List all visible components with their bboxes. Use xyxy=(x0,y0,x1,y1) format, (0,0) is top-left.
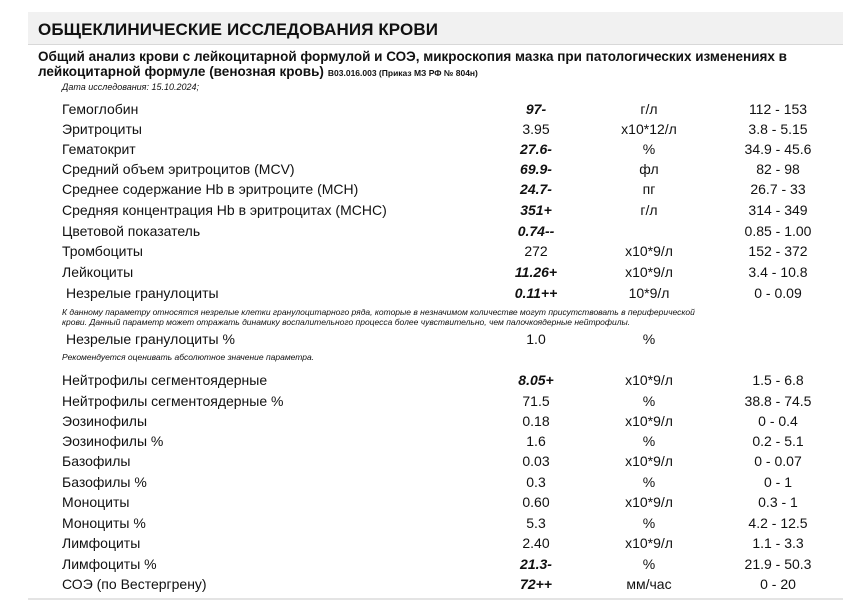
result-reference: 314 - 349 xyxy=(748,202,808,218)
result-name: Средняя концентрация Hb в эритроцитах (MCHC) xyxy=(62,202,387,218)
result-value: 272 xyxy=(524,243,548,259)
result-unit: % xyxy=(642,331,656,347)
result-name: Моноциты xyxy=(62,494,130,510)
result-row xyxy=(0,141,843,161)
result-reference: 152 - 372 xyxy=(748,243,808,259)
result-value: 71.5 xyxy=(522,393,550,409)
result-row xyxy=(0,285,843,305)
result-name: Лимфоциты % xyxy=(62,556,157,572)
result-value: 0.60 xyxy=(522,494,550,510)
section-title: ОБЩЕКЛИНИЧЕСКИЕ ИССЛЕДОВАНИЯ КРОВИ xyxy=(38,20,439,39)
result-name: Лейкоциты xyxy=(62,264,134,280)
result-value: 11.26+ xyxy=(514,264,558,280)
result-name: Эозинофилы xyxy=(62,413,148,429)
result-name: СОЭ (по Вестергрену) xyxy=(62,576,207,592)
result-value: 0.03 xyxy=(522,453,550,469)
result-row xyxy=(0,372,843,392)
result-reference: 0 - 0.07 xyxy=(754,453,802,469)
result-name: Гематокрит xyxy=(62,141,136,157)
result-reference: 0 - 0.4 xyxy=(758,413,798,429)
result-unit: x10*9/л xyxy=(625,264,673,280)
immature-granulocytes-note-line2: крови. Данный параметр может отражать динамику воспалительного процесса более чувствительно, чем палочкоядерные нейтрофилы. xyxy=(62,317,631,327)
result-unit: мм/час xyxy=(626,576,672,592)
result-row xyxy=(0,433,843,453)
result-reference: 34.9 - 45.6 xyxy=(744,141,812,157)
immature-granulocytes-pct-note: Рекомендуется оценивать абсолютное значение параметра. xyxy=(62,352,315,362)
result-reference: 0 - 1 xyxy=(763,474,792,490)
result-reference: 21.9 - 50.3 xyxy=(744,556,812,572)
result-name: Средний объем эритроцитов (MCV) xyxy=(62,161,295,177)
test-title-line2 xyxy=(38,64,478,79)
result-value: 97- xyxy=(525,101,547,117)
result-reference: 0 - 20 xyxy=(760,576,796,592)
result-value: 351+ xyxy=(520,202,552,218)
result-unit: % xyxy=(642,474,656,490)
result-row xyxy=(0,202,843,222)
result-row xyxy=(0,413,843,433)
result-name: Эритроциты xyxy=(62,121,142,137)
result-unit: % xyxy=(642,141,656,157)
result-reference: 38.8 - 74.5 xyxy=(744,393,812,409)
result-value: 27.6- xyxy=(520,141,552,157)
result-name: Среднее содержание Hb в эритроците (MCH) xyxy=(62,181,359,197)
result-unit: x10*9/л xyxy=(625,453,673,469)
result-name: Базофилы % xyxy=(62,474,147,490)
result-reference: 0.2 - 5.1 xyxy=(752,433,804,449)
test-title-line2-text: лейкоцитарной формуле (венозная кровь) xyxy=(38,64,324,79)
result-name: Незрелые гранулоциты % xyxy=(66,331,235,347)
result-unit: x10*9/л xyxy=(625,372,673,388)
result-row xyxy=(0,161,843,181)
result-unit: % xyxy=(642,515,656,531)
result-value: 72++ xyxy=(520,576,552,592)
result-reference: 112 - 153 xyxy=(748,101,808,117)
result-name: Лимфоциты xyxy=(62,535,141,551)
result-name: Цветовой показатель xyxy=(62,223,201,239)
result-row xyxy=(0,243,843,263)
result-unit: г/л xyxy=(640,202,658,218)
result-row xyxy=(0,264,843,284)
result-row xyxy=(0,494,843,514)
result-row xyxy=(0,223,843,243)
result-name: Тромбоциты xyxy=(62,243,143,259)
result-reference: 1.5 - 6.8 xyxy=(752,372,804,388)
result-row xyxy=(0,393,843,413)
test-date: Дата исследования: 15.10.2024; xyxy=(62,82,200,92)
result-name: Нейтрофилы сегментоядерные xyxy=(62,372,268,388)
result-reference: 4.2 - 12.5 xyxy=(748,515,808,531)
result-row xyxy=(0,101,843,121)
result-row xyxy=(0,121,843,141)
result-unit: 10*9/л xyxy=(628,285,670,301)
result-unit: x10*9/л xyxy=(625,494,673,510)
result-value: 3.95 xyxy=(522,121,550,137)
result-row xyxy=(0,515,843,535)
result-reference: 26.7 - 33 xyxy=(750,181,806,197)
result-unit: фл xyxy=(639,161,659,177)
result-reference: 0.3 - 1 xyxy=(758,494,798,510)
result-unit: x10*9/л xyxy=(625,413,673,429)
result-unit: % xyxy=(642,556,656,572)
result-unit: % xyxy=(642,433,656,449)
result-value: 0.18 xyxy=(522,413,550,429)
immature-granulocytes-note-line1: К данному параметру относятся незрелые клетки гранулоцитарного ряда, которые в незначимом количестве могут присутствовать в периферической xyxy=(62,307,695,317)
result-unit: г/л xyxy=(640,101,658,117)
result-reference: 3.4 - 10.8 xyxy=(748,264,808,280)
result-row xyxy=(0,556,843,576)
result-value: 8.05+ xyxy=(518,372,554,388)
result-name: Эозинофилы % xyxy=(62,433,164,449)
test-title-line1: Общий анализ крови с лейкоцитарной формулой и СОЭ, микроскопия мазка при патологических изменениях в xyxy=(38,49,787,64)
result-value: 1.0 xyxy=(526,331,546,347)
result-value: 5.3 xyxy=(526,515,546,531)
result-value: 0.3 xyxy=(526,474,546,490)
result-unit: пг xyxy=(642,181,656,197)
result-value: 1.6 xyxy=(526,433,546,449)
test-code: В03.016.003 (Приказ МЗ РФ № 804н) xyxy=(327,68,478,78)
result-row xyxy=(0,453,843,473)
result-value: 0.11++ xyxy=(514,285,558,301)
result-name: Незрелые гранулоциты xyxy=(66,285,219,301)
result-value: 69.9- xyxy=(520,161,552,177)
result-value: 24.7- xyxy=(520,181,552,197)
result-reference: 0.85 - 1.00 xyxy=(744,223,812,239)
result-reference: 1.1 - 3.3 xyxy=(752,535,804,551)
result-unit: x10*9/л xyxy=(625,535,673,551)
result-name: Моноциты % xyxy=(62,515,146,531)
result-row xyxy=(0,535,843,555)
result-row xyxy=(0,331,843,351)
result-reference: 3.8 - 5.15 xyxy=(748,121,808,137)
result-unit: % xyxy=(642,393,656,409)
result-reference: 82 - 98 xyxy=(756,161,800,177)
result-row xyxy=(0,474,843,494)
result-name: Нейтрофилы сегментоядерные % xyxy=(62,393,284,409)
result-name: Гемоглобин xyxy=(62,101,139,117)
result-name: Базофилы xyxy=(62,453,131,469)
result-unit: x10*12/л xyxy=(621,121,677,137)
result-value: 2.40 xyxy=(522,535,550,551)
result-row xyxy=(0,576,843,596)
result-row xyxy=(0,181,843,201)
result-value: 0.74-- xyxy=(517,223,555,239)
result-unit: x10*9/л xyxy=(625,243,673,259)
result-value: 21.3- xyxy=(520,556,552,572)
result-reference: 0 - 0.09 xyxy=(754,285,802,301)
